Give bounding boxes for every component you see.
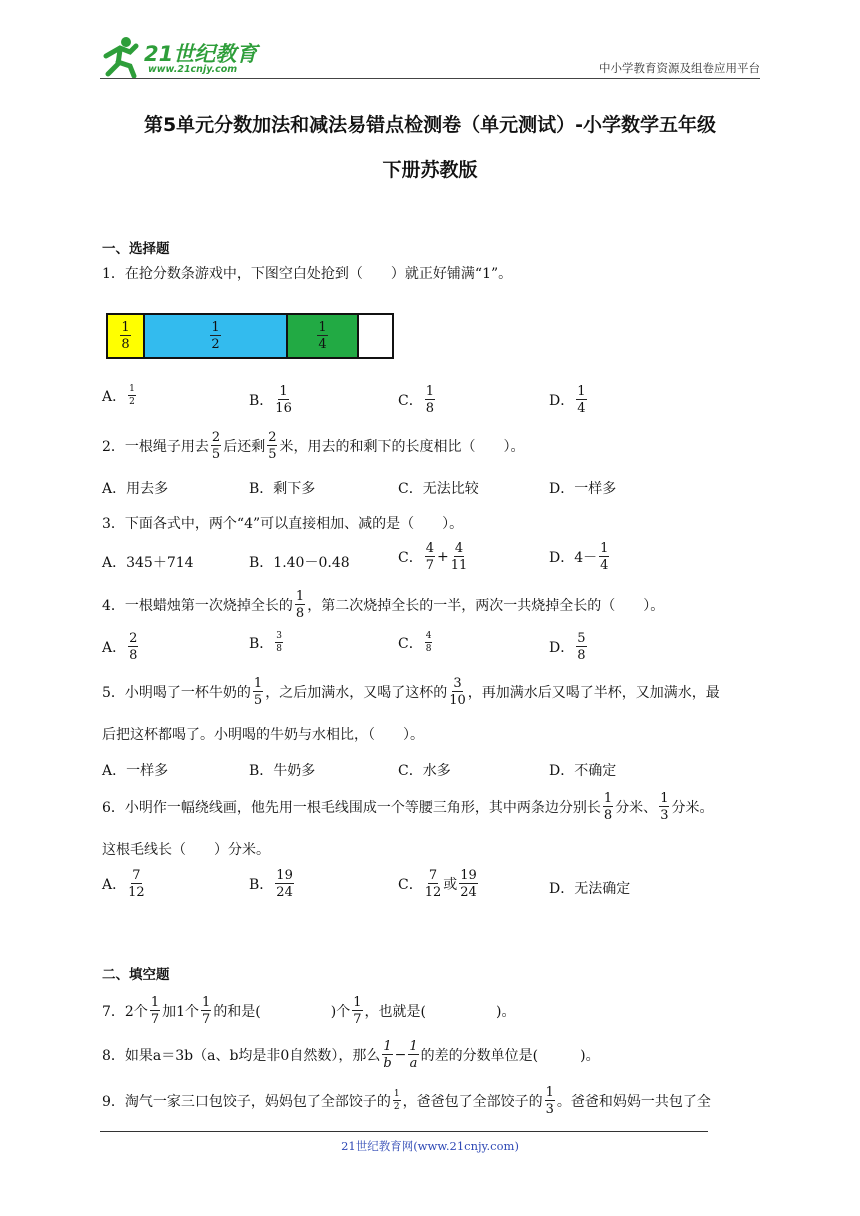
question-7-text: 7．2个 $\frac{1}{7}$ 加1个 $\frac{1}{7}$ 的和是( )个 $\frac{1}{7}$ ，也就是( )。 xyxy=(102,995,516,1027)
q6-option-d[interactable]: D．无法确定 xyxy=(549,881,631,897)
q1-option-b[interactable]: B． $\frac{1}{16}$ xyxy=(249,384,292,416)
header-logo xyxy=(96,34,266,78)
q6-option-a[interactable]: A． $\frac{7}{12}$ xyxy=(102,868,145,900)
q5-option-b[interactable]: B．牛奶多 xyxy=(249,763,316,779)
q6-option-b[interactable]: B． $\frac{19}{24}$ xyxy=(249,868,293,900)
q2-option-b[interactable]: B．剩下多 xyxy=(249,481,316,497)
question-8-text: 8．如果a＝3b（a、b均是非0自然数），那么 $\frac{1}{b}$ − $\frac{1}{a}$ 的差的分数单位是( )。 xyxy=(102,1039,600,1071)
question-2-text: 2．一根绳子用去 $\frac{2}{5}$ 后还剩 $\frac{2}{5}$ 米，用去的和剩下的长度相比（ ）。 xyxy=(102,430,525,462)
header-right-text: 中小学教育资源及组卷应用平台 xyxy=(599,61,760,75)
footer-rule xyxy=(100,1131,708,1132)
fraction-strip xyxy=(106,313,394,359)
footer-text: 21世纪教育网(www.21cnjy.com) xyxy=(341,1139,519,1153)
strip-cell-half: $\frac{1}{2}$ xyxy=(145,315,288,357)
strip-cell-quarter: $\frac{1}{4}$ xyxy=(288,315,359,357)
q2-option-c[interactable]: C．无法比较 xyxy=(398,481,479,497)
q4-option-b[interactable]: B． $\frac{3}{8}$ xyxy=(249,631,283,654)
q1-option-c[interactable]: C． $\frac{1}{8}$ xyxy=(398,384,434,416)
q1-option-a[interactable]: A． $\frac{1}{2}$ xyxy=(102,384,135,407)
page-title-line2: 下册苏教版 xyxy=(382,159,478,181)
strip-cell-eighth: $\frac{1}{8}$ xyxy=(108,315,145,357)
logo-url: www.21cnjy.com xyxy=(148,64,238,75)
runner-logo-icon xyxy=(96,34,144,78)
logo-text: 21世纪教育 xyxy=(144,42,258,66)
q1-option-d[interactable]: D． $\frac{1}{4}$ xyxy=(549,384,586,416)
q5-option-d[interactable]: D．不确定 xyxy=(549,763,617,779)
page-title: 第5单元分数加法和减法易错点检测卷（单元测试）-小学数学五年级 xyxy=(143,114,717,136)
q2-option-a[interactable]: A．用去多 xyxy=(102,481,169,497)
question-5-line2: 后把这杯都喝了。小明喝的牛奶与水相比，（ ）。 xyxy=(102,727,424,743)
question-6-line2: 这根毛线长（ ）分米。 xyxy=(102,842,270,858)
question-9-text: 9．淘气一家三口包饺子，妈妈包了全部饺子的 $\frac{1}{2}$ ，爸爸包了全部饺子的 $\frac{1}{3}$ 。爸爸和妈妈一共包了全 xyxy=(102,1085,711,1117)
q3-option-a[interactable]: A．345＋714 xyxy=(102,555,194,571)
question-6-text: 6．小明作一幅绕线画，他先用一根毛线围成一个等腰三角形，其中两条边分别长 $\frac{1}{8}$ 分米、 $\frac{1}{3}$ 分米。 xyxy=(102,791,714,823)
question-4-text: 4．一根蜡烛第一次烧掉全长的 $\frac{1}{8}$ ，第二次烧掉全长的一半，两次一共烧掉全长的（ ）。 xyxy=(102,589,665,621)
q4-option-c[interactable]: C． $\frac{4}{8}$ xyxy=(398,631,432,654)
section-heading-fill: 二、填空题 xyxy=(102,967,170,983)
question-1-text: 1．在抢分数条游戏中，下图空白处抢到（ ）就正好铺满“1”。 xyxy=(102,266,513,282)
strip-cell-blank xyxy=(359,315,394,357)
q6-option-c[interactable]: C． $\frac{7}{12}$ 或 $\frac{19}{24}$ xyxy=(398,868,477,900)
q4-option-a[interactable]: A． $\frac{2}{8}$ xyxy=(102,631,138,663)
q3-option-b[interactable]: B．1.40－0.48 xyxy=(249,555,350,571)
q5-option-c[interactable]: C．水多 xyxy=(398,763,451,779)
q3-option-d[interactable]: D． 4－ $\frac{1}{4}$ xyxy=(549,541,609,573)
question-3-text: 3．下面各式中，两个“4”可以直接相加、减的是（ ）。 xyxy=(102,516,464,532)
q4-option-d[interactable]: D． $\frac{5}{8}$ xyxy=(549,631,586,663)
q5-option-a[interactable]: A．一样多 xyxy=(102,763,169,779)
section-heading-choice: 一、选择题 xyxy=(102,241,170,257)
q3-option-c[interactable]: C． $\frac{4}{7}$ + $\frac{4}{11}$ xyxy=(398,541,468,573)
q2-option-d[interactable]: D．一样多 xyxy=(549,481,617,497)
question-5-text: 5．小明喝了一杯牛奶的 $\frac{1}{5}$ ，之后加满水，又喝了这杯的 $\frac{3}{10}$ ，再加满水后又喝了半杯，又加满水，最 xyxy=(102,676,720,708)
header-rule xyxy=(100,78,760,79)
